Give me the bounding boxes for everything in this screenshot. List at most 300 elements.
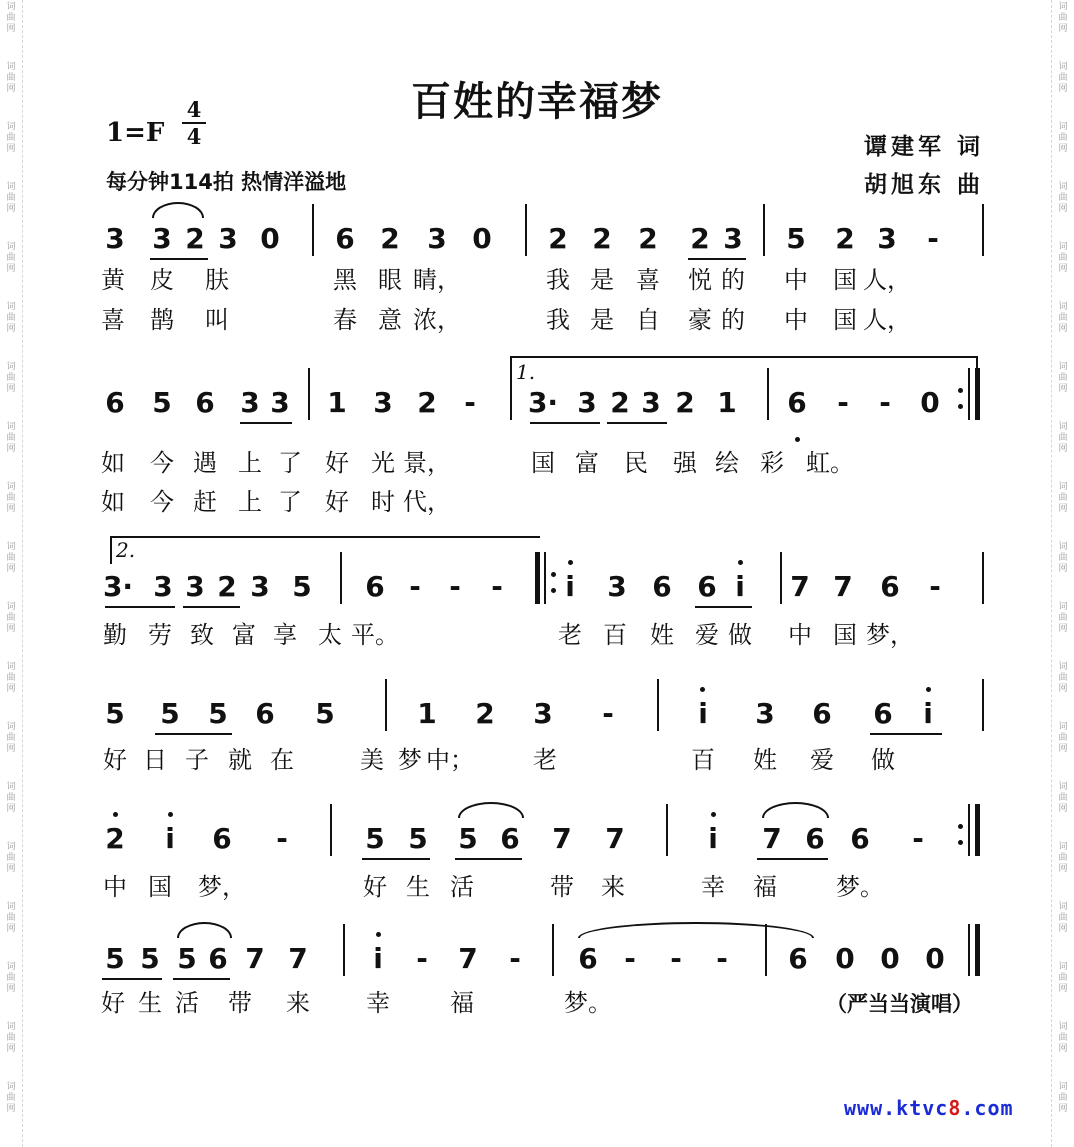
time-signature-top: 4 — [186, 97, 202, 122]
watermark-char: 词 — [1058, 542, 1068, 552]
note: 3 — [270, 386, 290, 419]
watermark-char: 网 — [6, 264, 16, 274]
watermark-group — [1052, 662, 1074, 695]
time-signature — [182, 98, 206, 148]
watermark-char: 词 — [1058, 662, 1068, 672]
bar-line — [525, 204, 527, 256]
lyric-char: 国 — [148, 873, 172, 901]
note: 2 — [675, 386, 695, 419]
lyric-char: 意 — [378, 306, 402, 334]
watermark-char: 网 — [6, 864, 16, 874]
note: 0 — [925, 942, 945, 975]
watermark-char: 网 — [1058, 144, 1068, 154]
octave-dot — [738, 560, 743, 565]
watermark-char: 曲 — [1058, 73, 1068, 83]
watermark-char: 曲 — [6, 793, 16, 803]
beam-underline — [183, 606, 240, 608]
watermark-group — [0, 422, 22, 455]
note: 3 — [641, 386, 661, 419]
note: - — [927, 222, 939, 255]
watermark-char: 曲 — [6, 913, 16, 923]
lyric-char: 好 — [363, 873, 387, 901]
note: 6 — [212, 822, 232, 855]
bar-line — [968, 924, 970, 976]
note: 6 — [208, 942, 228, 975]
note: 7 — [458, 942, 478, 975]
lyric-char: 时 — [371, 488, 395, 516]
watermark-group — [1052, 782, 1074, 815]
note: 3 — [723, 222, 743, 255]
watermark-char: 网 — [6, 84, 16, 94]
note: - — [879, 386, 891, 419]
tie-slur — [177, 922, 232, 938]
beam-underline — [607, 422, 667, 424]
lyric-char: 福 — [753, 873, 777, 901]
lyric-char: 梦， — [866, 621, 914, 649]
watermark-group — [1052, 182, 1074, 215]
watermark-char: 词 — [6, 662, 16, 672]
lyric-char: 劳 — [148, 621, 172, 649]
bar-line — [330, 804, 332, 856]
volta-1-label: 1. — [516, 360, 536, 384]
lyric-char: 黑 — [333, 266, 357, 294]
watermark-char: 词 — [6, 782, 16, 792]
note: i — [708, 822, 718, 855]
lyric-char: 我 — [546, 266, 570, 294]
volta-1-bracket — [510, 356, 978, 384]
note: 5 — [365, 822, 385, 855]
song-title: 百姓的幸福梦 — [411, 78, 663, 125]
lyric-char: 梦 — [398, 746, 422, 774]
watermark-group — [1052, 242, 1074, 275]
note: 3 — [755, 697, 775, 730]
watermark-char: 词 — [1058, 362, 1068, 372]
beam-underline — [105, 606, 175, 608]
note: 6 — [697, 570, 717, 603]
repeat-dot — [958, 404, 963, 409]
note: 7 — [790, 570, 810, 603]
tempo-marking: 每分钟114拍 热情洋溢地 — [106, 170, 347, 194]
note: 0 — [260, 222, 280, 255]
note: i — [373, 942, 383, 975]
lyric-char: 福 — [450, 989, 474, 1017]
watermark-char: 词 — [1058, 302, 1068, 312]
lyric-char: 了 — [278, 449, 302, 477]
lyric-char: 虹。 — [806, 449, 854, 477]
bar-line — [666, 804, 668, 856]
watermark-char: 词 — [6, 1022, 16, 1032]
note: 0 — [880, 942, 900, 975]
lyric-char: 中 — [103, 873, 127, 901]
watermark-group — [0, 782, 22, 815]
lyric-char: 悦 — [688, 266, 712, 294]
note: 3 — [427, 222, 447, 255]
watermark-group — [0, 302, 22, 335]
note: 1 — [327, 386, 347, 419]
watermark-char: 词 — [6, 422, 16, 432]
watermark-group — [0, 1082, 22, 1115]
watermark-char: 词 — [1058, 1082, 1068, 1092]
octave-dot — [711, 812, 716, 817]
watermark-group — [0, 602, 22, 635]
watermark-group — [1052, 422, 1074, 455]
lyric-char: 勤 — [103, 621, 127, 649]
note: - — [912, 822, 924, 855]
watermark-char: 词 — [1058, 962, 1068, 972]
watermark-char: 曲 — [1058, 793, 1068, 803]
lyric-char: 老 — [558, 621, 582, 649]
beam-underline — [757, 858, 828, 860]
lyric-char: 富 — [575, 449, 599, 477]
note: 5 — [458, 822, 478, 855]
tie-slur — [458, 802, 524, 818]
lyric-char: 好 — [103, 746, 127, 774]
note: - — [449, 570, 461, 603]
lyric-char: 梦。 — [564, 989, 612, 1017]
note: 2 — [417, 386, 437, 419]
watermark-char: 网 — [6, 144, 16, 154]
note: 6 — [365, 570, 385, 603]
lyric-char: 浓， — [413, 306, 461, 334]
note: 5 — [315, 697, 335, 730]
watermark-char: 词 — [1058, 722, 1068, 732]
watermark-char: 曲 — [6, 673, 16, 683]
right-watermark-strip — [1051, 0, 1074, 1147]
watermark-char: 词 — [1058, 182, 1068, 192]
watermark-char: 词 — [1058, 62, 1068, 72]
lyric-char: 上 — [238, 488, 262, 516]
note: 2 — [592, 222, 612, 255]
beam-underline — [455, 858, 522, 860]
bar-line — [968, 804, 970, 856]
lyric-char: 赶 — [193, 488, 217, 516]
note: 5 — [786, 222, 806, 255]
watermark-group — [0, 842, 22, 875]
note: 5 — [208, 697, 228, 730]
note: 3 — [607, 570, 627, 603]
watermark-char: 网 — [6, 1044, 16, 1054]
watermark-char: 曲 — [6, 253, 16, 263]
lyric-char: 日 — [143, 746, 167, 774]
beam-underline — [150, 258, 208, 260]
watermark-char: 曲 — [1058, 433, 1068, 443]
lyric-char: 如 — [101, 449, 125, 477]
note: - — [624, 942, 636, 975]
watermark-char: 曲 — [6, 73, 16, 83]
note: 6 — [805, 822, 825, 855]
watermark-char: 词 — [6, 962, 16, 972]
beam-underline — [240, 422, 292, 424]
note: 3 — [250, 570, 270, 603]
beam-underline — [530, 422, 600, 424]
octave-dot — [568, 560, 573, 565]
watermark-char: 词 — [6, 242, 16, 252]
watermark-char: 网 — [1058, 204, 1068, 214]
watermark-group — [1052, 2, 1074, 35]
lyric-char: 梦， — [198, 873, 246, 901]
watermark-char: 网 — [6, 564, 16, 574]
singer-credit: （严当当演唱） — [826, 992, 973, 1016]
watermark-group — [0, 662, 22, 695]
watermark-char: 词 — [1058, 1022, 1068, 1032]
note: 2 — [638, 222, 658, 255]
lyric-char: 喜 — [101, 306, 125, 334]
lyric-char: 肤 — [205, 266, 229, 294]
lyric-char: 好 — [325, 488, 349, 516]
watermark-char: 网 — [1058, 1044, 1068, 1054]
lyric-char: 爱 — [810, 746, 834, 774]
note: i — [165, 822, 175, 855]
watermark-char: 词 — [6, 1082, 16, 1092]
lyric-char: 百 — [691, 746, 715, 774]
lyric-char: 爱 — [695, 621, 719, 649]
watermark-char: 网 — [6, 204, 16, 214]
lyric-char: 民 — [624, 449, 648, 477]
note: 5 — [152, 386, 172, 419]
lyric-char: 中 — [784, 306, 808, 334]
watermark-char: 词 — [6, 842, 16, 852]
note: 5 — [105, 697, 125, 730]
website-watermark — [844, 1096, 1014, 1120]
note: i — [565, 570, 575, 603]
note: 5 — [408, 822, 428, 855]
lyric-char: 眼 — [378, 266, 402, 294]
watermark-char: 网 — [6, 804, 16, 814]
bar-line — [552, 924, 554, 976]
watermark-char: 词 — [6, 902, 16, 912]
note: - — [509, 942, 521, 975]
note: 6 — [787, 386, 807, 419]
watermark-char: 网 — [1058, 744, 1068, 754]
note: 5 — [105, 942, 125, 975]
note: 7 — [552, 822, 572, 855]
note: 6 — [652, 570, 672, 603]
lyric-char: 太 — [318, 621, 342, 649]
watermark-group — [1052, 542, 1074, 575]
lyric-char: 梦。 — [836, 873, 884, 901]
final-bar — [975, 804, 980, 856]
note: - — [464, 386, 476, 419]
note: 3 — [577, 386, 597, 419]
watermark-char: 曲 — [6, 373, 16, 383]
watermark-char: 网 — [6, 504, 16, 514]
note: i — [735, 570, 745, 603]
note: 5 — [292, 570, 312, 603]
lyric-char: 是 — [590, 306, 614, 334]
watermark-group — [1052, 902, 1074, 935]
watermark-group — [0, 902, 22, 935]
note: 6 — [850, 822, 870, 855]
watermark-char: 网 — [6, 744, 16, 754]
watermark-group — [0, 482, 22, 515]
watermark-char: 词 — [6, 122, 16, 132]
lyric-char: 中 — [788, 621, 812, 649]
watermark-char: 网 — [1058, 564, 1068, 574]
watermark-group — [1052, 842, 1074, 875]
lyric-char: 自 — [636, 306, 660, 334]
watermark-char: 网 — [1058, 264, 1068, 274]
note: 2 — [105, 822, 125, 855]
watermark-char: 网 — [6, 924, 16, 934]
watermark-char: 网 — [6, 624, 16, 634]
watermark-group — [1052, 1082, 1074, 1115]
lyric-char: 是 — [590, 266, 614, 294]
lyric-char: 的 — [721, 266, 745, 294]
watermark-char: 网 — [1058, 804, 1068, 814]
note: 3 — [218, 222, 238, 255]
lyric-char: 春 — [333, 306, 357, 334]
watermark-char: 网 — [1058, 384, 1068, 394]
watermark-char: 网 — [6, 324, 16, 334]
octave-dot — [113, 812, 118, 817]
lyric-char: 就 — [228, 746, 252, 774]
octave-dot — [700, 687, 705, 692]
lyric-char: 我 — [546, 306, 570, 334]
website-main: www.ktvc — [844, 1096, 949, 1120]
bar-line — [763, 204, 765, 256]
note: 5 — [177, 942, 197, 975]
lyric-char: 幸 — [366, 989, 390, 1017]
note: 2 — [835, 222, 855, 255]
lyric-char: 平。 — [351, 621, 399, 649]
watermark-group — [0, 182, 22, 215]
watermark-group — [0, 2, 22, 35]
lyric-char: 上 — [238, 449, 262, 477]
repeat-dot — [551, 588, 556, 593]
lyric-char: 带 — [228, 989, 252, 1017]
watermark-group — [1052, 1022, 1074, 1055]
watermark-char: 曲 — [6, 1033, 16, 1043]
watermark-char: 曲 — [1058, 493, 1068, 503]
lyric-char: 中 — [784, 266, 808, 294]
lyric-char: 致 — [190, 621, 214, 649]
note: 7 — [605, 822, 625, 855]
lyric-char: 百 — [603, 621, 627, 649]
watermark-group — [1052, 962, 1074, 995]
lyric-char: 富 — [232, 621, 256, 649]
lyric-char: 生 — [406, 873, 430, 901]
note: 2 — [185, 222, 205, 255]
lyricist-credit: 谭建军 词 — [863, 133, 984, 160]
watermark-char: 词 — [6, 182, 16, 192]
watermark-char: 曲 — [6, 193, 16, 203]
bar-line — [385, 679, 387, 731]
bar-line — [982, 204, 984, 256]
watermark-char: 曲 — [6, 493, 16, 503]
note: 6 — [880, 570, 900, 603]
watermark-char: 曲 — [6, 13, 16, 23]
beam-underline — [102, 978, 162, 980]
lyric-char: 皮 — [150, 266, 174, 294]
beam-underline — [173, 978, 230, 980]
watermark-char: 曲 — [1058, 973, 1068, 983]
note: 2 — [548, 222, 568, 255]
repeat-dot — [958, 824, 963, 829]
tie-slur — [578, 922, 814, 938]
note: 7 — [833, 570, 853, 603]
lyric-char: 代， — [403, 488, 451, 516]
note: 2 — [217, 570, 237, 603]
watermark-char: 网 — [1058, 924, 1068, 934]
note: 2 — [380, 222, 400, 255]
repeat-dot — [551, 572, 556, 577]
watermark-char: 曲 — [1058, 733, 1068, 743]
lyric-char: 光 — [371, 449, 395, 477]
note: - — [276, 822, 288, 855]
watermark-char: 词 — [6, 602, 16, 612]
note: - — [929, 570, 941, 603]
watermark-char: 词 — [1058, 2, 1068, 12]
volta-2-label: 2. — [116, 538, 136, 562]
lyric-char: 叫 — [205, 306, 229, 334]
lyric-char: 睛， — [413, 266, 461, 294]
beam-underline — [688, 258, 746, 260]
note: - — [409, 570, 421, 603]
note: 3· — [527, 386, 559, 419]
watermark-char: 网 — [6, 444, 16, 454]
watermark-group — [0, 722, 22, 755]
volta-1-end — [976, 356, 978, 382]
note: 3 — [185, 570, 205, 603]
time-signature-bottom: 4 — [186, 124, 202, 149]
note: 3 — [877, 222, 897, 255]
watermark-group — [1052, 302, 1074, 335]
lyric-char: 遇 — [193, 449, 217, 477]
bar-line — [343, 924, 345, 976]
watermark-char: 词 — [6, 362, 16, 372]
beam-underline — [362, 858, 430, 860]
note: - — [670, 942, 682, 975]
tie-slur — [152, 202, 204, 218]
watermark-char: 曲 — [1058, 133, 1068, 143]
watermark-char: 曲 — [6, 313, 16, 323]
lyric-char: 做 — [728, 621, 752, 649]
note: 2 — [475, 697, 495, 730]
watermark-char: 词 — [1058, 842, 1068, 852]
watermark-char: 网 — [1058, 24, 1068, 34]
watermark-char: 网 — [1058, 324, 1068, 334]
note: 7 — [245, 942, 265, 975]
watermark-char: 词 — [6, 482, 16, 492]
bar-line — [982, 679, 984, 731]
lyric-char: 彩 — [760, 449, 784, 477]
watermark-char: 词 — [1058, 902, 1068, 912]
note: 2 — [690, 222, 710, 255]
watermark-char: 网 — [1058, 84, 1068, 94]
watermark-char: 网 — [1058, 684, 1068, 694]
lyric-char: 活 — [450, 873, 474, 901]
note: 1 — [717, 386, 737, 419]
lyric-char: 带 — [550, 873, 574, 901]
note: 6 — [788, 942, 808, 975]
lyric-char: 了 — [278, 488, 302, 516]
watermark-char: 曲 — [1058, 13, 1068, 23]
note: 7 — [762, 822, 782, 855]
watermark-group — [1052, 722, 1074, 755]
bar-line — [308, 368, 310, 420]
watermark-char: 词 — [1058, 122, 1068, 132]
lyric-char: 在 — [270, 746, 294, 774]
repeat-dot — [958, 388, 963, 393]
octave-dot — [376, 932, 381, 937]
lyric-char: 的 — [721, 306, 745, 334]
watermark-char: 曲 — [1058, 853, 1068, 863]
watermark-char: 曲 — [6, 433, 16, 443]
note: - — [716, 942, 728, 975]
note: 6 — [255, 697, 275, 730]
watermark-char: 网 — [1058, 864, 1068, 874]
lyric-char: 来 — [286, 989, 310, 1017]
